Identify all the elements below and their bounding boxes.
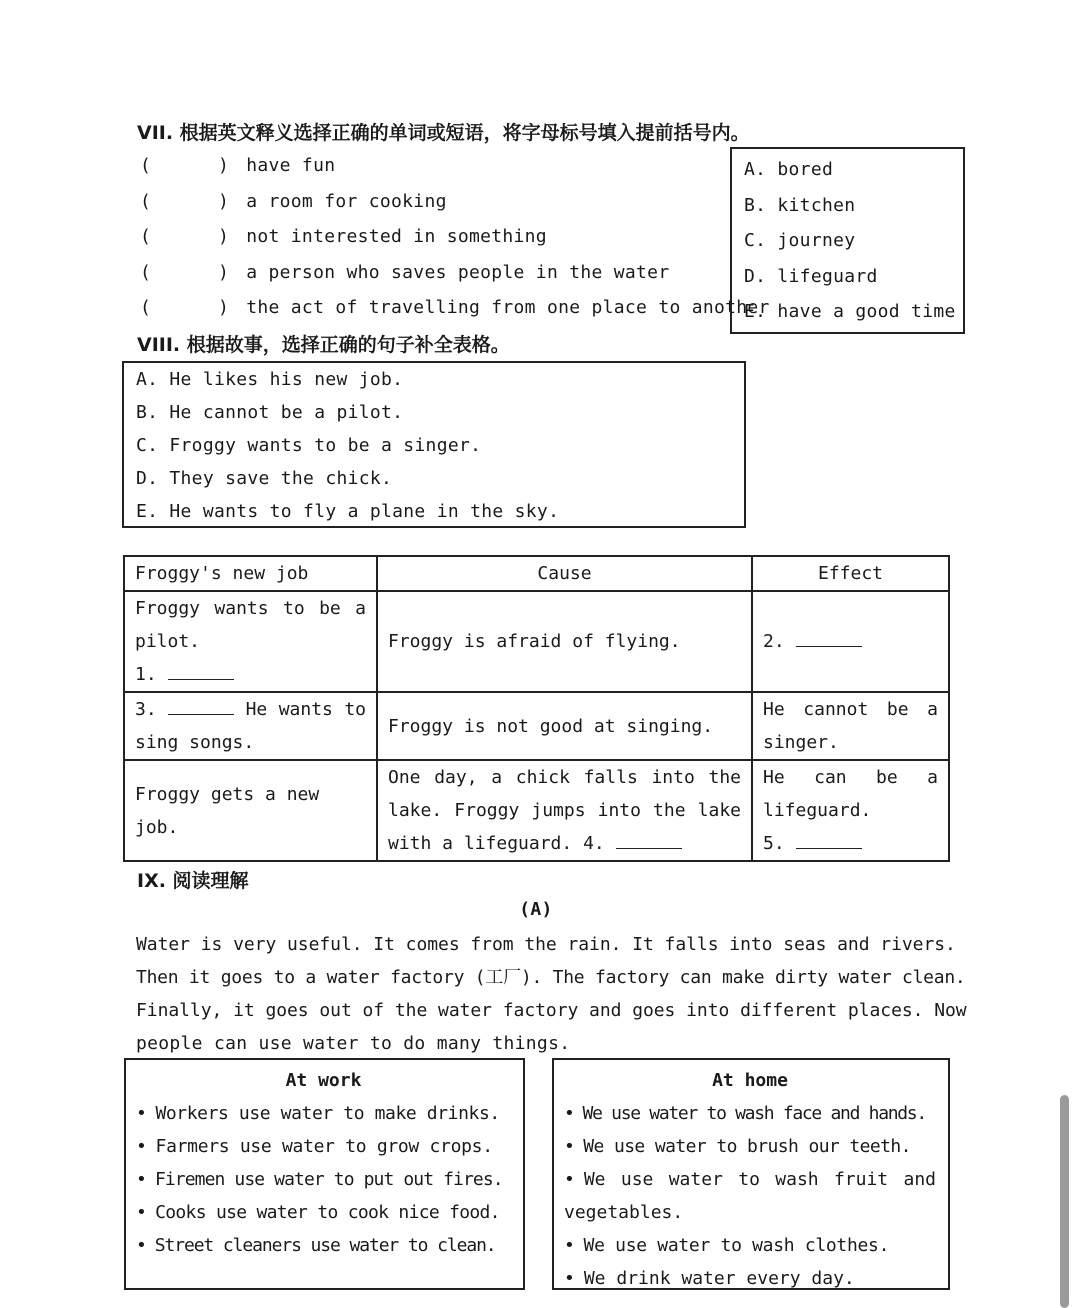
option-item: B. He cannot be a pilot.: [136, 402, 404, 423]
list-item: • Cooks use water to cook nice food.: [136, 1196, 523, 1229]
definition-text: have fun: [246, 155, 336, 176]
scrollbar-thumb[interactable]: [1060, 1095, 1069, 1308]
reading-passage: [136, 928, 967, 1060]
cell-effect: [752, 591, 949, 692]
section-7-heading: VII. 根据英文释义选择正确的单词或短语，将字母标号填入提前括号内。: [137, 122, 750, 144]
option-item: B. kitchen: [744, 194, 856, 216]
section-8-heading: VIII. 根据故事，选择正确的句子补全表格。: [137, 334, 510, 356]
answer-paren[interactable]: ( ): [140, 297, 230, 318]
option-item: C. Froggy wants to be a singer.: [136, 435, 482, 456]
cell-job: [124, 692, 377, 760]
answer-paren[interactable]: ( ): [140, 226, 230, 247]
box-title: At work: [285, 1070, 362, 1091]
table-row: [124, 692, 949, 760]
blank-number: 1.: [135, 664, 157, 685]
option-item: A. He likes his new job.: [136, 369, 404, 390]
cell-text: He can be a lifeguard.: [763, 767, 938, 821]
table-row: [124, 760, 949, 861]
blank-number: 2.: [763, 631, 785, 652]
cell-job: Froggy gets a new job.: [124, 760, 377, 861]
passage-line: people can use water to do many things.: [136, 1033, 571, 1054]
cell-text: He wants to sing songs.: [135, 699, 367, 753]
cause-effect-table: [123, 555, 950, 862]
list-item: • We use water to wash clothes.: [564, 1229, 948, 1262]
option-item: C. journey: [744, 230, 856, 251]
at-home-list: [564, 1097, 948, 1295]
list-item: • We use water to wash fruit and vegetables.: [564, 1163, 936, 1229]
passage-line: Then it goes to a water factory (工厂). The factory can make dirty water clean.: [136, 967, 966, 988]
answer-paren[interactable]: ( ): [140, 261, 230, 283]
list-item: • Street cleaners use water to clean.: [136, 1229, 523, 1262]
option-item: E. have a good time: [744, 301, 956, 322]
header-effect: Effect: [752, 556, 949, 591]
list-item: • We use water to wash face and hands.: [564, 1097, 948, 1130]
definition-text: the act of travelling from one place to another: [246, 297, 770, 318]
cell-cause: Froggy is not good at singing.: [377, 692, 752, 760]
definition-row: [140, 149, 770, 185]
answer-paren[interactable]: ( ): [140, 155, 230, 176]
list-item: • We drink water every day.: [564, 1262, 948, 1295]
at-home-box: [552, 1058, 950, 1290]
answer-blank-row: [763, 827, 938, 860]
header-new-job: Froggy's new job: [124, 556, 377, 591]
list-item: • Workers use water to make drinks.: [136, 1097, 523, 1130]
definition-row: [140, 185, 770, 221]
definition-row: [140, 220, 770, 256]
list-item: • We use water to brush our teeth.: [564, 1130, 948, 1163]
cell-cause: [377, 760, 752, 861]
cell-text: One day, a chick falls into the lake. Froggy jumps into the lake with a lifeguard.: [388, 767, 741, 854]
definition-text: not interested in something: [246, 226, 547, 247]
section-8-options-box: [122, 361, 746, 528]
at-work-list: [136, 1097, 523, 1262]
passage-line: Water is very useful. It comes from the rain. It falls into seas and rivers.: [136, 934, 956, 955]
list-item: • Farmers use water to grow crops.: [136, 1130, 523, 1163]
list-item: • Firemen use water to put out fires.: [136, 1163, 523, 1196]
section-7-definitions: [140, 149, 770, 327]
definition-row: [140, 256, 770, 292]
cell-cause: Froggy is afraid of flying.: [377, 591, 752, 692]
at-work-box: [124, 1058, 525, 1290]
answer-blank[interactable]: [168, 700, 234, 715]
cell-text: Froggy wants to be a pilot.: [135, 598, 366, 652]
option-item: E. He wants to fly a plane in the sky.: [136, 501, 560, 522]
passage-line: Finally, it goes out of the water factory and goes into different places. Now: [136, 1000, 967, 1021]
answer-blank[interactable]: [616, 834, 682, 849]
option-item: D. They save the chick.: [136, 468, 393, 489]
cell-job: [124, 591, 377, 692]
cell-effect: He cannot be a singer.: [752, 692, 949, 760]
passage-label: (A): [519, 899, 553, 920]
answer-blank-row: [135, 658, 366, 691]
cell-effect: [752, 760, 949, 861]
section-7-options-box: [730, 147, 965, 334]
blank-number: 3.: [135, 699, 157, 720]
header-cause: Cause: [377, 556, 752, 591]
definition-text: a room for cooking: [246, 190, 447, 212]
option-item: D. lifeguard: [744, 265, 878, 287]
answer-blank[interactable]: [796, 632, 862, 647]
table-row: [124, 591, 949, 692]
table-header-row: [124, 556, 949, 591]
definition-row: [140, 291, 770, 327]
answer-blank[interactable]: [168, 665, 234, 680]
blank-number: 5.: [763, 833, 785, 854]
blank-number: 4.: [583, 833, 605, 854]
definition-text: a person who saves people in the water: [246, 261, 670, 283]
answer-paren[interactable]: ( ): [140, 190, 230, 212]
box-title: At home: [712, 1070, 788, 1091]
answer-blank[interactable]: [796, 834, 862, 849]
option-item: A. bored: [744, 159, 834, 180]
section-9-heading: IX. 阅读理解: [137, 870, 249, 892]
